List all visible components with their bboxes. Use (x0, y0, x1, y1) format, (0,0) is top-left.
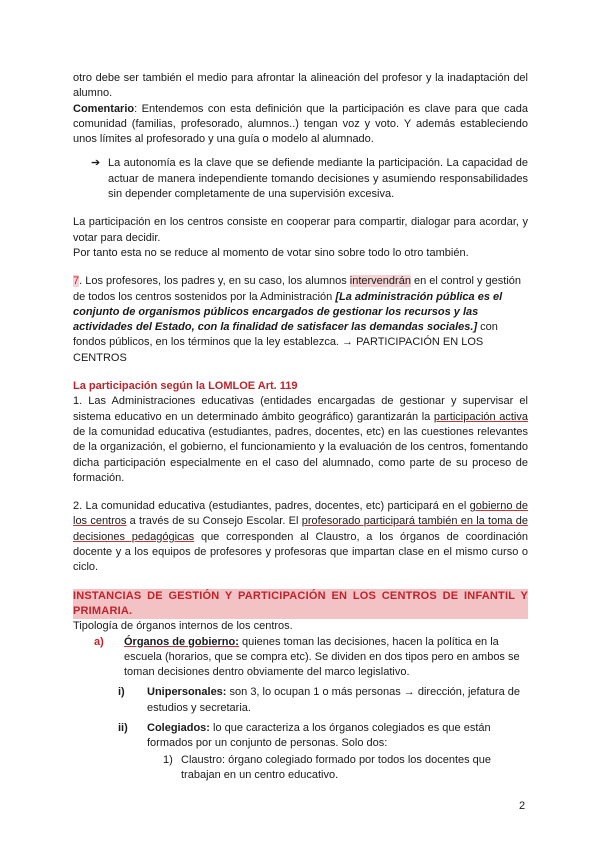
label-organos-gobierno: Órganos de gobierno: (124, 635, 239, 648)
label-colegiados: Colegiados: (147, 721, 210, 734)
lomloe-2-text-b: a través de su Consejo Escolar. El (126, 515, 302, 528)
bullet-autonomia (91, 156, 528, 202)
paragraph-tipologia: Tipología de órganos internos de los centros. (73, 620, 293, 633)
arrow-bullet-icon: ➔ (91, 157, 101, 170)
document-page (73, 71, 528, 783)
article-number: 7 (73, 275, 80, 288)
text-colegiados: lo que caracteriza a los órganos colegiados es que están formados por un conjunto de personas. Solo dos: (147, 721, 491, 750)
underline-gobierno-centros: gobierno de los centros (73, 500, 529, 528)
comentario-label: Comentario (73, 102, 135, 115)
paragraph-comentario (73, 102, 528, 148)
article-text-3: con fondos públicos, en los términos que la ley establezca. → PARTICIPACIÓN EN LOS CENTROS (73, 321, 498, 364)
list-text-ii (147, 721, 528, 752)
underline-participacion-activa: participación activa (433, 410, 528, 423)
paragraph-lomloe-1 (73, 394, 528, 486)
paragraph-por-tanto: Por tanto esta no se reduce al momento de votar sino sobre todo lo otro también. (73, 246, 469, 259)
bullet-text: La autonomía es la clave que se defiende mediante la participación. La capacidad de actuar de manera independiente tomando decisiones y asumiendo responsabilidades sin depender completamente de una supervisión excesiva. (108, 157, 528, 201)
paragraph-article-7 (73, 274, 528, 366)
label-unipersonales: Unipersonales: (147, 686, 227, 699)
text-unipersonales: son 3, lo ocupan 1 o más personas → dirección, jefatura de estudios y secretaria. (147, 686, 520, 714)
article-text-1: . Los profesores, los padres y, en su caso, los alumnos (79, 275, 350, 288)
lomloe-2-text-a: 2. La comunidad educativa (estudiantes, padres, docentes, etc) participará en el (73, 500, 470, 513)
list-item-claustro (163, 753, 528, 784)
list-item-colegiados (118, 721, 528, 752)
comentario-text: : Entendemos con esta definición que la participación es clave para que cada comunidad (familias, profesorado, alumnos..) tengan voz y voto. Y además estableciendo unos límites al profesorado y una guía o modelo al alumnado. (73, 102, 528, 146)
list-marker-1: 1) (163, 753, 173, 766)
list-item-unipersonales (118, 685, 528, 716)
list-text-i (147, 685, 528, 716)
list-marker-i: i) (118, 686, 125, 699)
paragraph-intro: otro debe ser también el medio para afrontar la alineación del profesor y la inadaptación del alumno. (73, 72, 528, 100)
list-marker-a: a) (94, 635, 104, 648)
definition-administracion: [La administración pública es el conjunto de organismos públicos encargados de gestionar los recursos y las actividades del Estado, con la finalidad de satisfacer las demandas sociales.] (73, 290, 503, 334)
list-text-a (124, 635, 528, 681)
section-heading-instancias: INSTANCIAS DE GESTIÓN Y PARTICIPACIÓN EN LOS CENTROS DE INFANTIL Y PRIMARIA. (73, 589, 528, 620)
highlight-intervendran: intervendrán (349, 275, 411, 288)
section-title-lomloe: La participación según la LOMLOE Art. 119 (73, 380, 298, 393)
paragraph-lomloe-2 (73, 499, 528, 575)
list-item-organos-gobierno (94, 635, 528, 681)
lomloe-1-text-a: 1. Las Administraciones educativas (entidades encargadas de gestionar y supervisar el sistema educativo en un determinado ámbito geográfico) garantizarán la (73, 395, 528, 423)
article-text-2: en el control y gestión de todos los centros sostenidos por la Administración (73, 275, 522, 303)
text-claustro: Claustro: órgano colegiado formado por todos los docentes que trabajan en un centro educativo. (181, 753, 492, 781)
text-organos-gobierno: quienes toman las decisiones, hacen la política en la escuela (horarios, que se compra etc). Se dividen en dos tipos pero en ambos se toman decisiones dentro obviamente del marco legislativo. (124, 635, 520, 679)
lomloe-1-text-b: de la comunidad educativa (estudiantes, padres, docentes, etc) en las cuestiones relevantes de la organización, el gobierno, el funcionamiento y la evaluación de los centros, fomentando dicha participación especialmente en el caso del alumnado, como parte de su proceso de formación. (73, 425, 528, 484)
list-marker-ii: ii) (118, 721, 128, 734)
paragraph-participacion: La participación en los centros consiste en cooperar para compartir, dialogar para acordar, y votar para decidir. (73, 216, 528, 244)
underline-profesorado: profesorado participará también en la toma de decisiones pedagógicas (73, 515, 528, 543)
lomloe-2-text-c: que corresponden al Claustro, a los órganos de coordinación docente y a los equipos de profesores y profesoras que impartan clase en el mismo curso o ciclo. (73, 530, 528, 574)
page-number: 2 (519, 800, 526, 812)
